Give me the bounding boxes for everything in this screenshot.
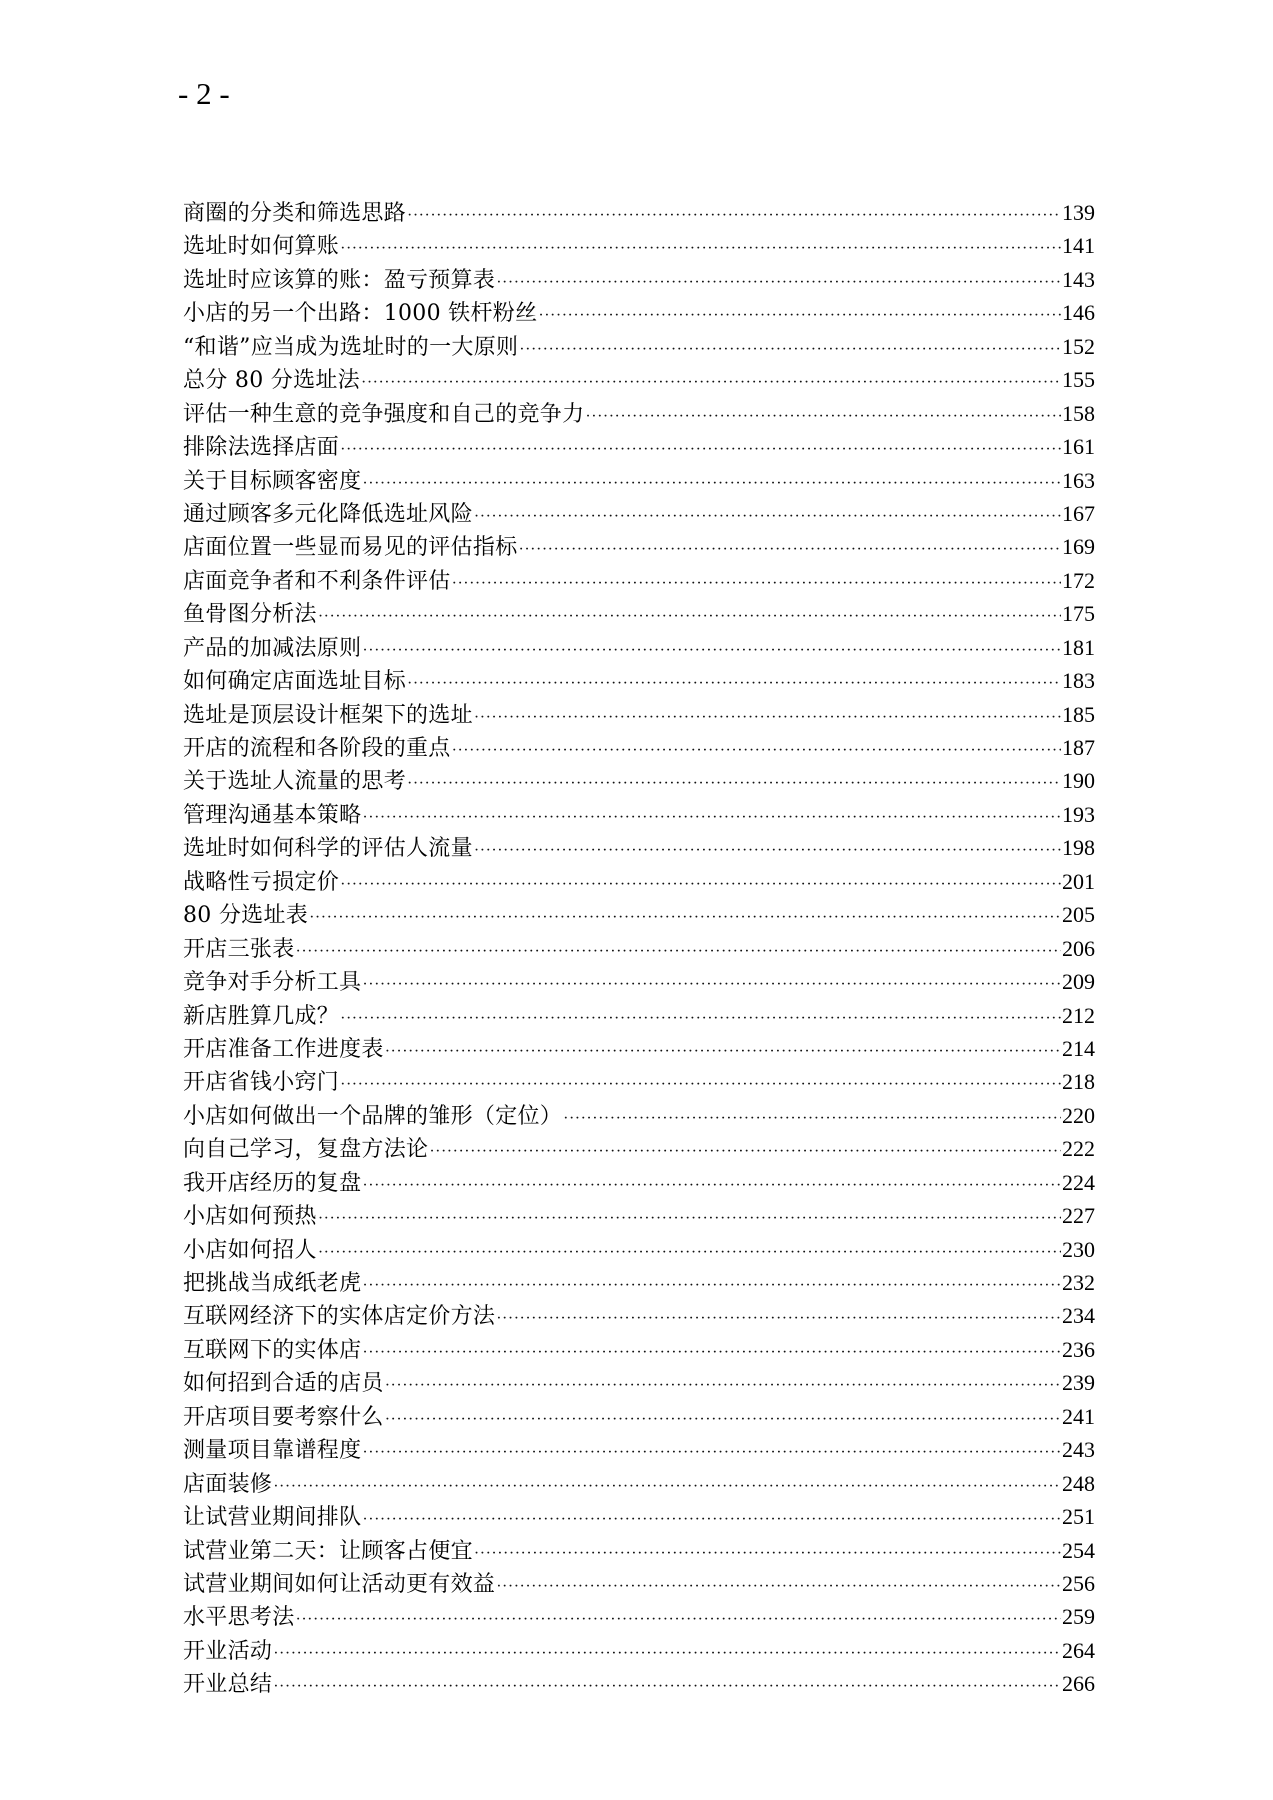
toc-entry — [183, 1600, 1095, 1633]
toc-dot-leader — [309, 901, 1061, 934]
toc-dot-leader — [474, 1537, 1061, 1570]
toc-entry-title: 战略性亏损定价 — [183, 869, 340, 895]
toc-dot-leader — [362, 1269, 1061, 1302]
toc-dot-leader — [362, 1169, 1061, 1202]
toc-dot-leader — [496, 1570, 1061, 1603]
toc-entry-page-number: 190 — [1062, 768, 1095, 794]
toc-entry-title: 管理沟通基本策略 — [183, 802, 362, 828]
toc-entry-title: 互联网经济下的实体店定价方法 — [183, 1304, 496, 1330]
toc-entry-title: 测量项目靠谱程度 — [183, 1438, 362, 1464]
toc-dot-leader — [452, 567, 1061, 600]
toc-entry — [183, 1233, 1095, 1266]
toc-entry — [183, 196, 1095, 229]
toc-entry-page-number: 234 — [1062, 1303, 1095, 1329]
toc-entry-title: 开业活动 — [183, 1638, 273, 1664]
toc-entry-title: 让试营业期间排队 — [183, 1505, 362, 1531]
toc-dot-leader — [273, 1670, 1061, 1703]
toc-dot-leader — [362, 634, 1061, 667]
toc-dot-leader — [362, 1336, 1061, 1369]
toc-dot-leader — [340, 1068, 1061, 1101]
toc-entry-page-number: 158 — [1062, 400, 1095, 426]
toc-entry-page-number: 175 — [1062, 601, 1095, 627]
toc-dot-leader — [385, 1035, 1061, 1068]
toc-entry-page-number: 212 — [1062, 1002, 1095, 1028]
toc-entry — [183, 798, 1095, 831]
toc-entry-page-number: 256 — [1062, 1570, 1095, 1596]
toc-entry-title: 选址时如何科学的评估人流量 — [183, 836, 473, 862]
toc-entry — [183, 1567, 1095, 1600]
toc-entry-title: “和谐”应当成为选址时的一大原则 — [183, 334, 519, 360]
toc-dot-leader — [362, 968, 1061, 1001]
toc-entry-page-number: 205 — [1062, 902, 1095, 928]
toc-dot-leader — [474, 500, 1061, 533]
toc-entry — [183, 1333, 1095, 1366]
toc-dot-leader — [519, 333, 1061, 366]
toc-entry-title: 小店如何预热 — [183, 1204, 317, 1230]
toc-entry-title: 水平思考法 — [183, 1605, 295, 1631]
toc-entry — [183, 430, 1095, 463]
table-of-contents — [183, 196, 1095, 1701]
toc-entry-title: 选址时应该算的账：盈亏预算表 — [183, 267, 496, 293]
toc-dot-leader — [273, 1470, 1061, 1503]
toc-entry-title: 开店项目要考察什么 — [183, 1404, 384, 1430]
toc-dot-leader — [452, 734, 1061, 767]
toc-entry — [183, 497, 1095, 530]
toc-dot-leader — [362, 801, 1061, 834]
toc-entry-page-number: 214 — [1062, 1035, 1095, 1061]
toc-entry — [183, 664, 1095, 697]
toc-entry-page-number: 187 — [1062, 735, 1095, 760]
toc-entry-page-number: 248 — [1062, 1470, 1095, 1496]
toc-entry-title: 互联网下的实体店 — [183, 1337, 362, 1363]
toc-entry-page-number: 155 — [1062, 367, 1095, 393]
toc-dot-leader — [496, 266, 1061, 299]
toc-dot-leader — [362, 467, 1061, 500]
toc-entry — [183, 1667, 1095, 1700]
toc-entry-page-number: 185 — [1062, 701, 1095, 727]
toc-entry-page-number: 209 — [1062, 969, 1095, 995]
page-number: - 2 - — [178, 76, 230, 111]
toc-dot-leader — [318, 600, 1061, 633]
toc-entry — [183, 1467, 1095, 1500]
toc-entry — [183, 831, 1095, 864]
toc-entry — [183, 1199, 1095, 1232]
toc-dot-leader — [296, 1603, 1061, 1636]
toc-entry — [183, 631, 1095, 664]
toc-entry — [183, 1534, 1095, 1567]
toc-entry-page-number: 152 — [1062, 333, 1095, 359]
toc-entry-title: 店面装修 — [183, 1471, 273, 1497]
toc-entry — [183, 530, 1095, 563]
toc-entry — [183, 263, 1095, 296]
toc-dot-leader — [361, 366, 1061, 399]
toc-entry — [183, 764, 1095, 797]
toc-entry — [183, 296, 1095, 329]
toc-entry-title: 通过顾客多元化降低选址风险 — [183, 501, 473, 527]
toc-dot-leader — [496, 1302, 1061, 1335]
toc-entry — [183, 597, 1095, 630]
toc-entry-page-number: 243 — [1062, 1437, 1095, 1463]
toc-entry — [183, 1266, 1095, 1299]
toc-entry-title: 竞争对手分析工具 — [183, 970, 362, 996]
toc-dot-leader — [407, 667, 1061, 700]
toc-dot-leader — [407, 767, 1061, 800]
toc-entry-title: 排除法选择店面 — [183, 435, 340, 461]
toc-entry-page-number: 266 — [1062, 1671, 1095, 1697]
toc-entry — [183, 363, 1095, 396]
toc-entry — [183, 1433, 1095, 1466]
toc-entry-page-number: 236 — [1062, 1336, 1095, 1362]
toc-entry-title: 开业总结 — [183, 1672, 273, 1698]
toc-entry-title: 新店胜算几成？ — [183, 1003, 340, 1029]
toc-entry — [183, 397, 1095, 430]
toc-entry-title: 80 分选址表 — [183, 903, 309, 929]
toc-entry-page-number: 259 — [1062, 1604, 1095, 1630]
toc-dot-leader — [340, 1002, 1061, 1035]
toc-entry — [183, 330, 1095, 363]
toc-entry-title: 试营业第二天：让顾客占便宜 — [183, 1538, 473, 1564]
toc-entry-title: 鱼骨图分析法 — [183, 602, 317, 628]
toc-entry — [183, 865, 1095, 898]
toc-entry — [183, 1166, 1095, 1199]
toc-dot-leader — [318, 1202, 1061, 1235]
toc-entry-page-number: 169 — [1062, 534, 1095, 560]
toc-entry-page-number: 163 — [1062, 467, 1095, 493]
toc-entry-title: 店面位置一些显而易见的评估指标 — [183, 535, 518, 561]
toc-dot-leader — [585, 400, 1061, 433]
toc-entry-page-number: 161 — [1062, 434, 1095, 460]
toc-entry-page-number: 167 — [1062, 500, 1095, 526]
toc-entry-title: 关于选址人流量的思考 — [183, 769, 407, 795]
toc-entry-title: 试营业期间如何让活动更有效益 — [183, 1571, 496, 1597]
toc-entry — [183, 1032, 1095, 1065]
toc-entry-page-number: 198 — [1062, 835, 1095, 861]
toc-entry — [183, 1065, 1095, 1098]
toc-dot-leader — [362, 1436, 1061, 1469]
toc-entry — [183, 731, 1095, 764]
toc-dot-leader — [340, 433, 1061, 466]
toc-entry-title: 小店如何招人 — [183, 1237, 317, 1263]
toc-dot-leader — [385, 1369, 1061, 1402]
toc-entry — [183, 1299, 1095, 1332]
toc-entry-title: 小店的另一个出路：1000 铁杆粉丝 — [183, 301, 538, 327]
toc-dot-leader — [474, 834, 1061, 867]
toc-entry-page-number: 141 — [1062, 233, 1095, 259]
toc-entry — [183, 1400, 1095, 1433]
toc-dot-leader — [385, 1403, 1061, 1436]
toc-entry-title: 向自己学习，复盘方法论 — [183, 1137, 429, 1163]
toc-entry — [183, 1366, 1095, 1399]
toc-entry-page-number: 241 — [1062, 1403, 1095, 1429]
toc-entry — [183, 999, 1095, 1032]
toc-entry-page-number: 224 — [1062, 1169, 1095, 1195]
toc-entry — [183, 464, 1095, 497]
toc-entry-page-number: 172 — [1062, 567, 1095, 593]
toc-entry — [183, 1634, 1095, 1667]
toc-entry-page-number: 232 — [1062, 1270, 1095, 1295]
toc-entry-title: 评估一种生意的竞争强度和自己的竞争力 — [183, 401, 585, 427]
toc-entry-page-number: 146 — [1062, 300, 1095, 326]
toc-entry-title: 选址是顶层设计框架下的选址 — [183, 702, 473, 728]
toc-dot-leader — [563, 1102, 1061, 1135]
toc-entry-page-number: 251 — [1062, 1504, 1095, 1530]
toc-entry-page-number: 193 — [1062, 801, 1095, 827]
toc-entry-page-number: 218 — [1062, 1069, 1095, 1095]
toc-entry — [183, 965, 1095, 998]
toc-dot-leader — [296, 935, 1061, 968]
toc-entry — [183, 1099, 1095, 1132]
toc-dot-leader — [318, 1236, 1061, 1269]
toc-dot-leader — [429, 1135, 1061, 1168]
toc-entry-page-number: 230 — [1062, 1236, 1095, 1262]
toc-entry-title: 如何确定店面选址目标 — [183, 669, 407, 695]
toc-entry — [183, 1500, 1095, 1533]
toc-entry-page-number: 181 — [1062, 634, 1095, 660]
toc-entry-page-number: 183 — [1062, 668, 1095, 694]
toc-entry-title: 店面竞争者和不利条件评估 — [183, 568, 451, 594]
toc-dot-leader — [474, 701, 1061, 734]
toc-entry-title: 开店准备工作进度表 — [183, 1036, 384, 1062]
toc-entry — [183, 564, 1095, 597]
toc-dot-leader — [340, 232, 1061, 265]
toc-entry — [183, 898, 1095, 931]
toc-entry — [183, 698, 1095, 731]
toc-entry — [183, 932, 1095, 965]
toc-dot-leader — [538, 299, 1061, 332]
toc-entry-title: 开店三张表 — [183, 936, 295, 962]
toc-entry — [183, 1132, 1095, 1165]
toc-entry-title: 把挑战当成纸老虎 — [183, 1271, 362, 1296]
toc-dot-leader — [519, 533, 1061, 566]
toc-entry-title: 总分 80 分选址法 — [183, 368, 360, 394]
toc-entry-page-number: 201 — [1062, 868, 1095, 894]
toc-entry-title: 如何招到合适的店员 — [183, 1371, 384, 1397]
toc-dot-leader — [273, 1637, 1061, 1670]
toc-entry — [183, 229, 1095, 262]
toc-entry-title: 选址时如何算账 — [183, 234, 340, 260]
toc-entry-page-number: 220 — [1062, 1102, 1095, 1128]
toc-entry-title: 我开店经历的复盘 — [183, 1170, 362, 1196]
toc-entry-page-number: 239 — [1062, 1370, 1095, 1396]
toc-entry-title: 产品的加减法原则 — [183, 635, 362, 661]
toc-entry-title: 小店如何做出一个品牌的雏形（定位） — [183, 1103, 563, 1129]
toc-entry-page-number: 264 — [1062, 1637, 1095, 1663]
toc-dot-leader — [407, 199, 1061, 232]
toc-entry-page-number: 254 — [1062, 1537, 1095, 1563]
toc-entry-title: 关于目标顾客密度 — [183, 468, 362, 494]
toc-entry-title: 商圈的分类和筛选思路 — [183, 201, 407, 226]
toc-entry-page-number: 227 — [1062, 1203, 1095, 1229]
toc-entry-page-number: 222 — [1062, 1136, 1095, 1162]
toc-dot-leader — [340, 868, 1061, 901]
toc-entry-page-number: 139 — [1062, 200, 1095, 225]
toc-entry-page-number: 206 — [1062, 935, 1095, 961]
toc-entry-page-number: 143 — [1062, 266, 1095, 292]
toc-entry-title: 开店省钱小窍门 — [183, 1070, 340, 1096]
toc-dot-leader — [362, 1503, 1061, 1536]
toc-entry-title: 开店的流程和各阶段的重点 — [183, 736, 451, 761]
